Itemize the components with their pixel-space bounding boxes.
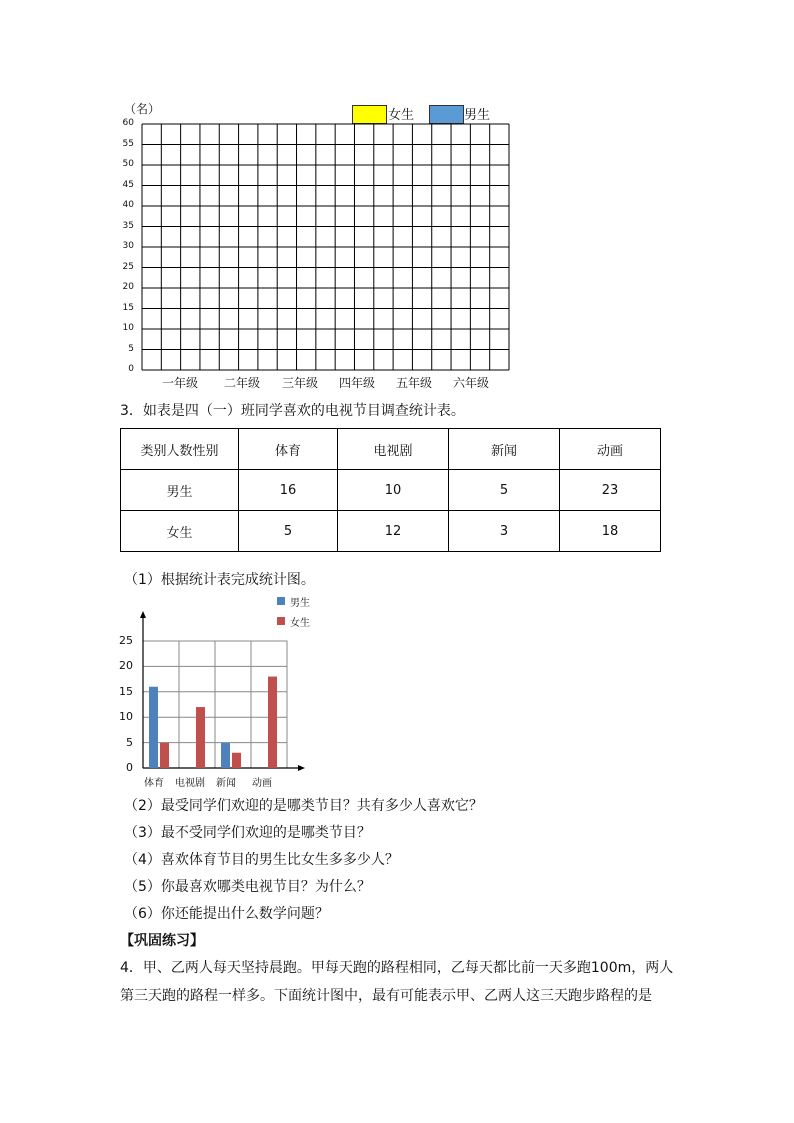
question-4: （4）喜欢体育节目的男生比女生多多少人？	[124, 852, 399, 868]
y-tick-label: 20	[122, 282, 134, 292]
y-tick-label: 50	[122, 159, 134, 169]
question-1: （1）根据统计表完成统计图。	[124, 572, 315, 588]
legend-label-boys: 男生	[290, 598, 310, 609]
q3-intro: 3．如表是四（一）班同学喜欢的电视节目调查统计表。	[120, 403, 465, 419]
section-title: 【巩固练习】	[120, 933, 204, 949]
y-unit-label: （名）	[124, 102, 161, 116]
legend-swatch-girls	[277, 617, 285, 625]
legend-swatch-boys	[277, 597, 285, 605]
legend-label-boys: 男生	[464, 108, 491, 123]
question-5: （5）你最喜欢哪类电视节目？为什么？	[124, 879, 371, 895]
y-tick-label: 55	[122, 138, 134, 149]
x-axis-arrow	[298, 765, 305, 771]
question-2: （2）最受同学们欢迎的是哪类节目？共有多少人喜欢它？	[124, 798, 483, 814]
question-3: （3）最不受同学们欢迎的是哪类节目？	[124, 825, 371, 841]
y-tick-label: 35	[122, 220, 134, 231]
x-tick-label: 电视剧	[175, 778, 205, 789]
table-cell: 23	[560, 470, 661, 511]
y-axis-arrow	[140, 611, 146, 618]
table-cell: 12	[338, 511, 449, 552]
table-row	[121, 470, 661, 511]
table-row	[121, 511, 661, 552]
bar-boys-2	[221, 743, 230, 768]
y-tick-label: 15	[122, 302, 134, 313]
y-tick-label: 5	[126, 735, 133, 749]
x-tick-label: 三年级	[282, 376, 319, 390]
bar-girls-3	[268, 677, 277, 768]
bar-girls-0	[160, 743, 169, 768]
table-header-cell: 体育	[239, 429, 338, 470]
y-tick-label: 0	[128, 364, 134, 374]
table-cell: 男生	[121, 470, 239, 511]
y-tick-label: 20	[119, 659, 133, 673]
question-6: （6）你还能提出什么数学问题？	[124, 906, 329, 922]
table-header-cell: 动画	[560, 429, 661, 470]
table-cell: 5	[239, 511, 338, 552]
y-tick-label: 0	[126, 761, 133, 774]
y-tick-label: 15	[119, 684, 133, 698]
table-cell: 18	[560, 511, 661, 552]
table-header-cell: 电视剧	[338, 429, 449, 470]
table-cell: 10	[338, 470, 449, 511]
y-tick-label: 25	[119, 634, 133, 647]
x-tick-label: 五年级	[396, 376, 433, 390]
y-tick-label: 10	[122, 323, 134, 333]
table-header-row	[121, 429, 661, 470]
table-cell: 女生	[121, 511, 239, 552]
x-tick-label: 新闻	[216, 778, 236, 789]
y-tick-label: 10	[119, 710, 133, 724]
legend-label-girls: 女生	[388, 108, 415, 123]
table-header-cell: 新闻	[449, 429, 560, 470]
x-tick-label: 体育	[144, 778, 164, 789]
table-header-cell: 类别人数性别	[121, 429, 239, 470]
table-cell: 16	[239, 470, 338, 511]
bar-boys-0	[149, 687, 158, 768]
table-cell: 5	[449, 470, 560, 511]
y-tick-label: 60	[122, 118, 134, 128]
y-tick-label: 5	[128, 343, 134, 354]
stats-table	[120, 428, 661, 552]
x-tick-label: 二年级	[224, 376, 261, 390]
q4-line-2: 第三天跑的路程一样多。下面统计图中，最有可能表示甲、乙两人这三天跑步路程的是	[120, 988, 652, 1004]
x-tick-label: 四年级	[339, 376, 376, 390]
y-tick-label: 30	[122, 241, 134, 251]
y-tick-label: 25	[122, 261, 134, 272]
q4-line-1: 4．甲、乙两人每天坚持晨跑。甲每天跑的路程相同，乙每天都比前一天多跑100m，两人	[120, 960, 674, 976]
grade-grid	[140, 122, 512, 372]
table-cell: 3	[449, 511, 560, 552]
legend-label-girls: 女生	[290, 618, 310, 629]
y-tick-label: 45	[122, 179, 134, 190]
bar-girls-2	[232, 753, 241, 768]
y-tick-label: 40	[122, 200, 134, 210]
x-tick-label: 动画	[252, 778, 272, 789]
x-tick-label: 一年级	[162, 376, 199, 390]
bar-girls-1	[196, 707, 205, 768]
x-tick-label: 六年级	[453, 376, 490, 390]
